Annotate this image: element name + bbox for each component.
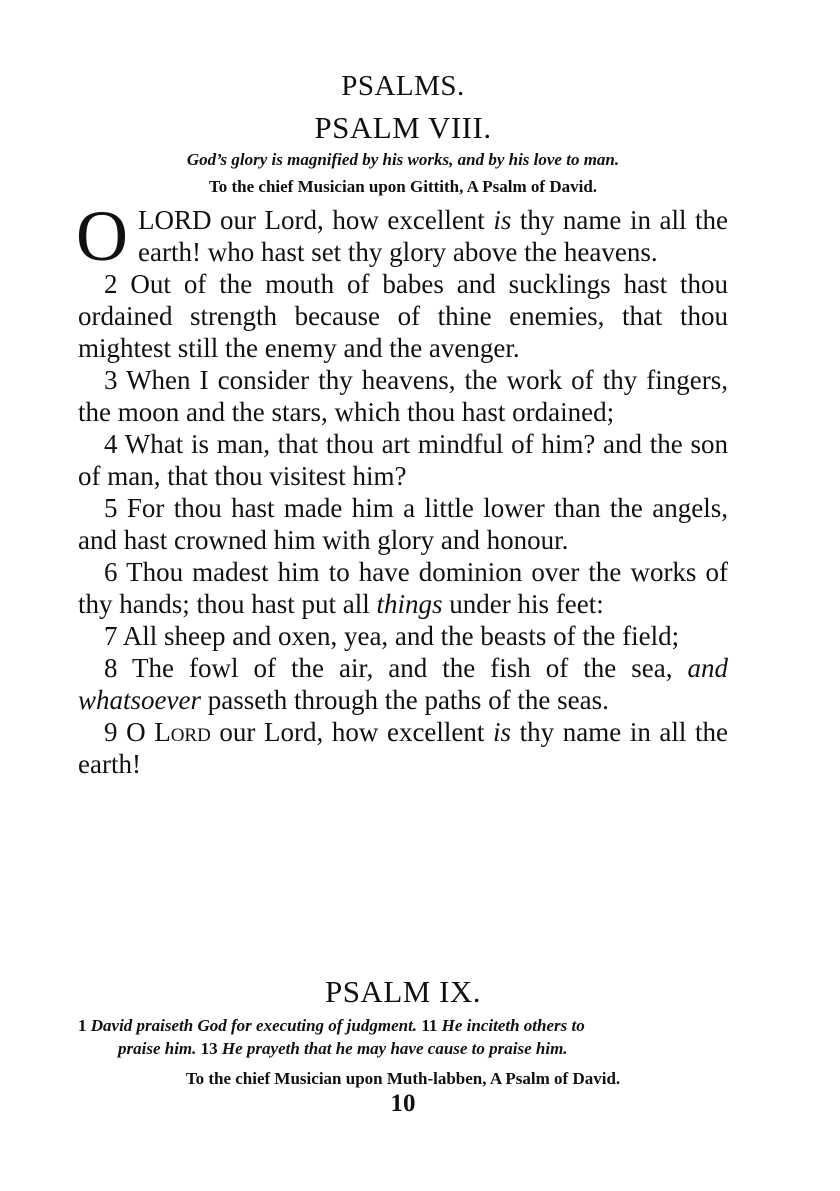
- verse-2-text: 2 Out of the mouth of babes and sucklings hast thou ordained strength because of thine enemies, that thou mightest still the enemy and the avenger.: [78, 269, 728, 363]
- verse-6-text-a: 6 Thou madest him to have dominion over the works of thy hands; thou hast put all: [78, 557, 728, 619]
- psalm-8-superscription: To the chief Musician upon Gittith, A Psalm of David.: [208, 177, 598, 196]
- verse-7-text: 7 All sheep and oxen, yea, and the beasts of the field;: [104, 621, 680, 651]
- verse-1-text-b: thy name in all the earth! who hast set thy glory above the heavens.: [138, 205, 728, 267]
- psalm-8-summary: God’s glory is magnified by his works, and by his love to man.: [186, 150, 620, 169]
- verse-9-italic: is: [493, 717, 512, 747]
- verse-6: [78, 556, 728, 620]
- summary-text-2: He inciteth others to: [441, 1016, 585, 1035]
- summary-number-2: 11: [421, 1016, 438, 1035]
- verse-2: [78, 268, 728, 364]
- verse-9-text-a: 9 O: [104, 717, 155, 747]
- summary-text-1: David praiseth God for executing of judgment.: [90, 1016, 418, 1035]
- psalm-9-superscription: To the chief Musician upon Muth-labben, A Psalm of David.: [185, 1069, 621, 1088]
- verse-8-text-b: passeth through the paths of the seas.: [200, 685, 609, 715]
- verse-3-text: 3 When I consider thy heavens, the work of thy fingers, the moon and the stars, which thou hast ordained;: [78, 365, 728, 427]
- verse-8-text-a: 8 The fowl of the air, and the fish of the sea,: [104, 653, 688, 683]
- verse-4: [78, 428, 728, 492]
- verse-9-lord: Lord: [154, 717, 211, 747]
- verse-8: [78, 652, 728, 716]
- psalm-8-verses: [76, 196, 728, 780]
- page-number: 10: [390, 1090, 416, 1117]
- verse-9-text-b: our Lord, how excellent: [210, 717, 494, 747]
- verse-3: [78, 364, 728, 428]
- verse-6-italic: things: [376, 589, 443, 619]
- verse-1-italic: is: [493, 205, 512, 235]
- psalm-9-summary: [78, 1014, 728, 1060]
- verse-5-text: 5 For thou hast made him a little lower than the angels, and hast crowned him with glory and honour.: [78, 493, 728, 555]
- verse-8-italic: and whatsoever: [78, 653, 728, 715]
- verse-4-text: 4 What is man, that thou art mindful of him? and the son of man, that thou visitest him?: [78, 429, 728, 491]
- psalm-8-title: PSALM VIII.: [314, 110, 492, 145]
- verse-9-text-c: thy name in all the earth!: [78, 717, 728, 779]
- summary-text-4: He prayeth that he may have cause to praise him.: [221, 1039, 568, 1058]
- verse-6-text-b: under his feet:: [442, 589, 604, 619]
- verse-5: [78, 492, 728, 556]
- book-page: [78, 0, 728, 1191]
- verse-1-text-a: LORD our Lord, how excellent: [138, 205, 494, 235]
- verse-7: [78, 620, 728, 652]
- summary-text-3: praise him.: [118, 1039, 197, 1058]
- summary-line-2: [78, 1037, 728, 1060]
- psalm-9-title: PSALM IX.: [324, 974, 482, 1009]
- running-head: PSALMS.: [341, 70, 465, 102]
- verse-1: [76, 196, 728, 276]
- verse-9: [78, 716, 728, 780]
- drop-cap: O: [76, 196, 128, 276]
- summary-number-3: 13: [200, 1039, 218, 1058]
- summary-number-1: 1: [78, 1016, 87, 1035]
